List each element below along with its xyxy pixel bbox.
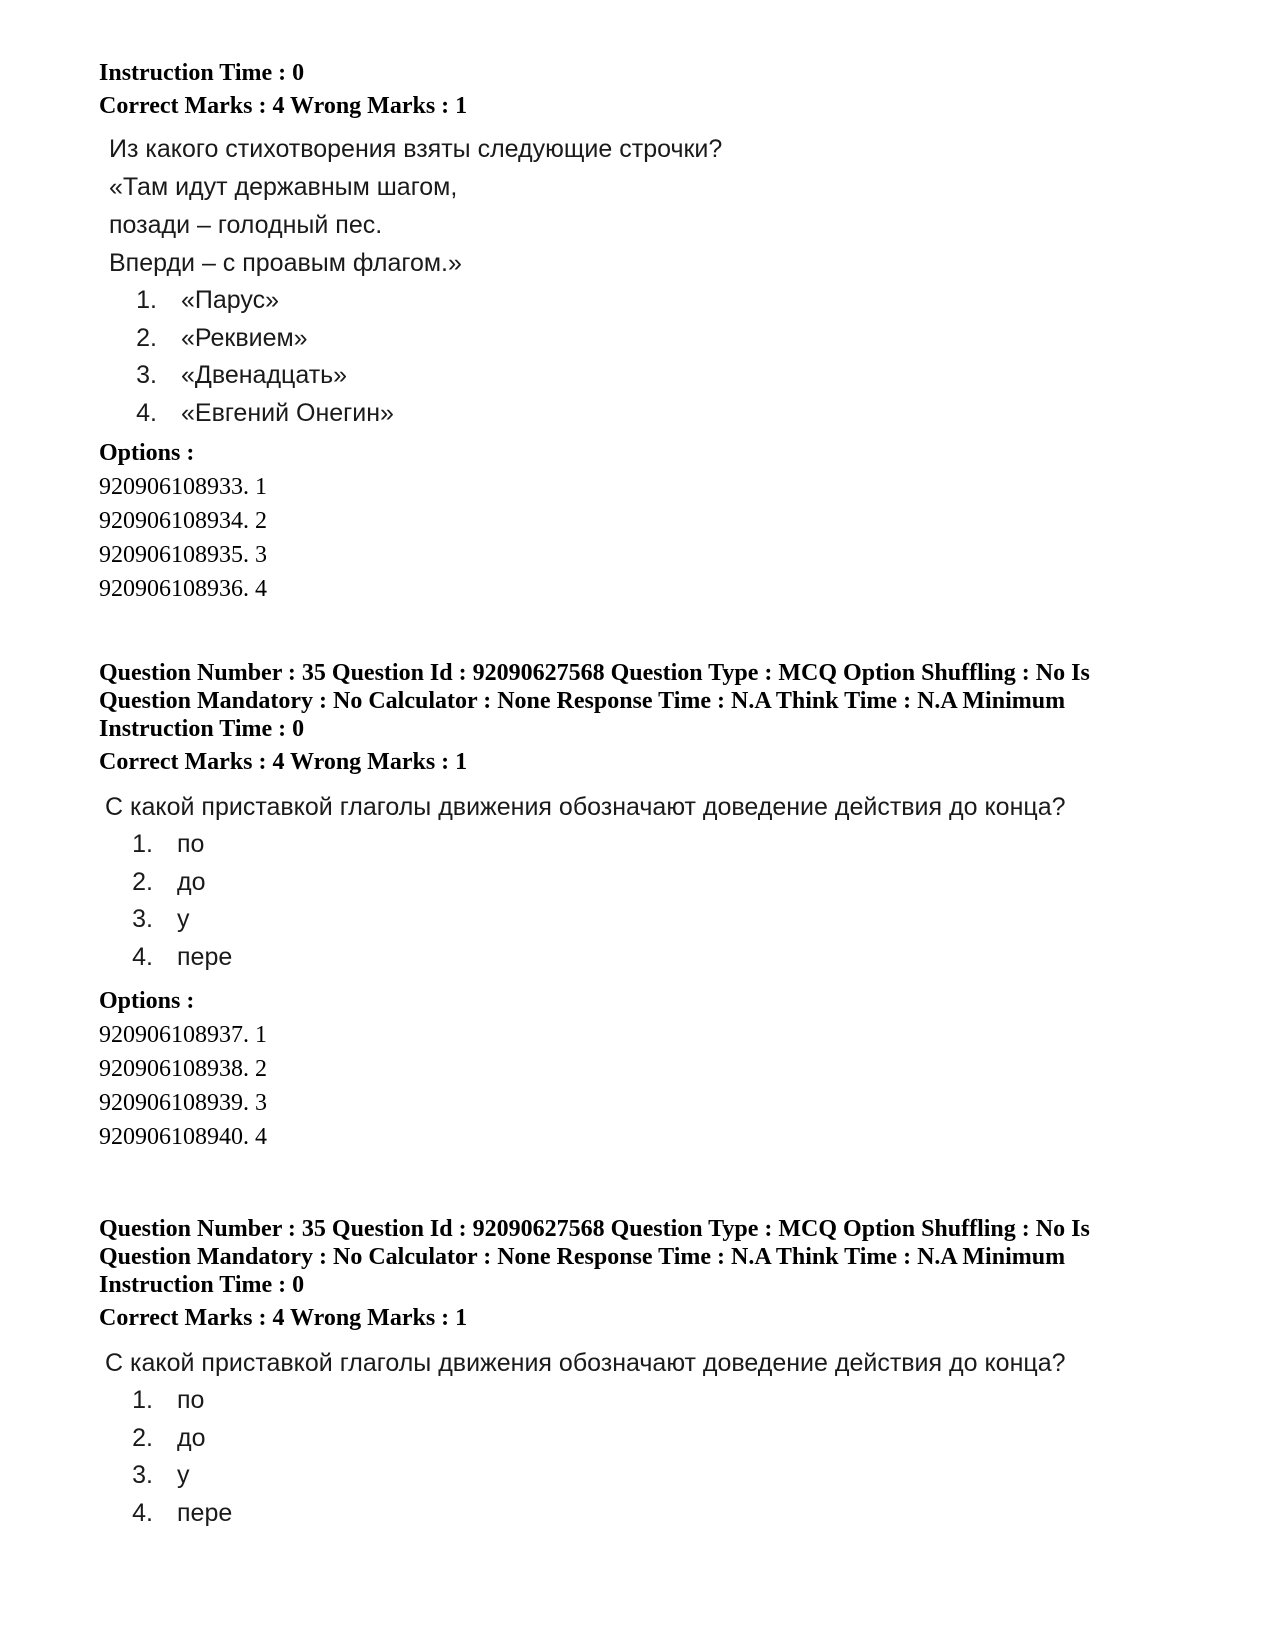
question-block-1 [99, 59, 1189, 606]
answer-choice [109, 357, 1189, 395]
question-header-line: Question Number : 35 Question Id : 92090627568 Question Type : MCQ Option Shuffling : No Is [99, 660, 1090, 686]
answer-choice [105, 901, 1189, 939]
choice-number: 4. [132, 1498, 153, 1527]
question-line: Вперди – с проавым флагом.» [109, 249, 462, 277]
choice-number: 2. [136, 323, 157, 352]
choice-text: «Реквием» [181, 323, 308, 352]
choice-text: пере [177, 1498, 233, 1527]
question-line: С какой приставкой глаголы движения обозначают доведение действия до конца? [105, 1349, 1066, 1377]
question-header-line: Question Mandatory : No Calculator : None Response Time : N.A Think Time : N.A Minimum [99, 688, 1066, 714]
option-id: 920906108937. 1 [99, 1022, 267, 1048]
marks-line: Correct Marks : 4 Wrong Marks : 1 [99, 749, 468, 775]
choice-number: 4. [132, 942, 153, 971]
choice-number: 3. [132, 905, 153, 933]
instruction-time: Instruction Time : 0 [99, 60, 305, 86]
choice-text: «Двенадцать» [181, 361, 348, 389]
choice-number: 2. [132, 1423, 153, 1452]
option-id: 920906108935. 3 [99, 542, 267, 568]
question-line: «Там идут державным шагом, [109, 173, 458, 201]
choice-number: 4. [136, 398, 157, 427]
answer-choice [105, 1457, 1189, 1495]
marks-line: Correct Marks : 4 Wrong Marks : 1 [99, 1305, 468, 1331]
question-block-2 [99, 659, 1189, 1154]
options-label: Options : [99, 440, 195, 466]
question-line: позади – голодный пес. [109, 211, 383, 239]
question-line: С какой приставкой глаголы движения обозначают доведение действия до конца? [105, 793, 1066, 821]
answer-choice [109, 395, 1189, 433]
answer-choice [105, 1382, 1189, 1420]
question-block-3 [99, 1215, 1189, 1532]
instruction-time: Instruction Time : 0 [99, 1272, 305, 1298]
question-text-image [99, 1344, 1189, 1532]
marks-line: Correct Marks : 4 Wrong Marks : 1 [99, 93, 468, 119]
answer-choice [109, 282, 1189, 320]
choice-number: 3. [132, 1461, 153, 1489]
options-label: Options : [99, 988, 195, 1014]
answer-choice [105, 939, 1189, 977]
question-header-line: Question Mandatory : No Calculator : None Response Time : N.A Think Time : N.A Minimum [99, 1244, 1066, 1270]
question-header-line: Question Number : 35 Question Id : 92090627568 Question Type : MCQ Option Shuffling : No Is [99, 1216, 1090, 1242]
question-text-image [99, 130, 1189, 432]
choice-text: у [177, 905, 190, 933]
answer-choice [105, 826, 1189, 864]
choice-text: «Парус» [181, 286, 280, 314]
answer-choice [105, 1420, 1189, 1458]
option-id: 920906108936. 4 [99, 576, 267, 602]
answer-choice-list [105, 1382, 1189, 1532]
option-id: 920906108938. 2 [99, 1056, 267, 1082]
choice-text: пере [177, 942, 233, 971]
choice-text: до [177, 867, 206, 896]
answer-choice [105, 864, 1189, 902]
answer-choice-list [109, 282, 1189, 432]
choice-text: по [177, 830, 205, 858]
choice-number: 1. [132, 830, 153, 858]
option-id: 920906108940. 4 [99, 1124, 267, 1150]
question-line: Из какого стихотворения взяты следующие строчки? [109, 135, 723, 163]
option-id: 920906108934. 2 [99, 508, 267, 534]
choice-number: 1. [136, 286, 157, 314]
choice-text: у [177, 1461, 190, 1489]
answer-choice [105, 1495, 1189, 1533]
option-id: 920906108939. 3 [99, 1090, 267, 1116]
answer-choice-list [105, 826, 1189, 976]
choice-text: «Евгений Онегин» [181, 398, 394, 427]
option-id: 920906108933. 1 [99, 474, 267, 500]
choice-text: до [177, 1423, 206, 1452]
choice-number: 1. [132, 1386, 153, 1414]
choice-number: 2. [132, 867, 153, 896]
answer-choice [109, 320, 1189, 358]
question-text-image [99, 788, 1189, 976]
instruction-time: Instruction Time : 0 [99, 716, 305, 742]
choice-number: 3. [136, 361, 157, 389]
choice-text: по [177, 1386, 205, 1414]
